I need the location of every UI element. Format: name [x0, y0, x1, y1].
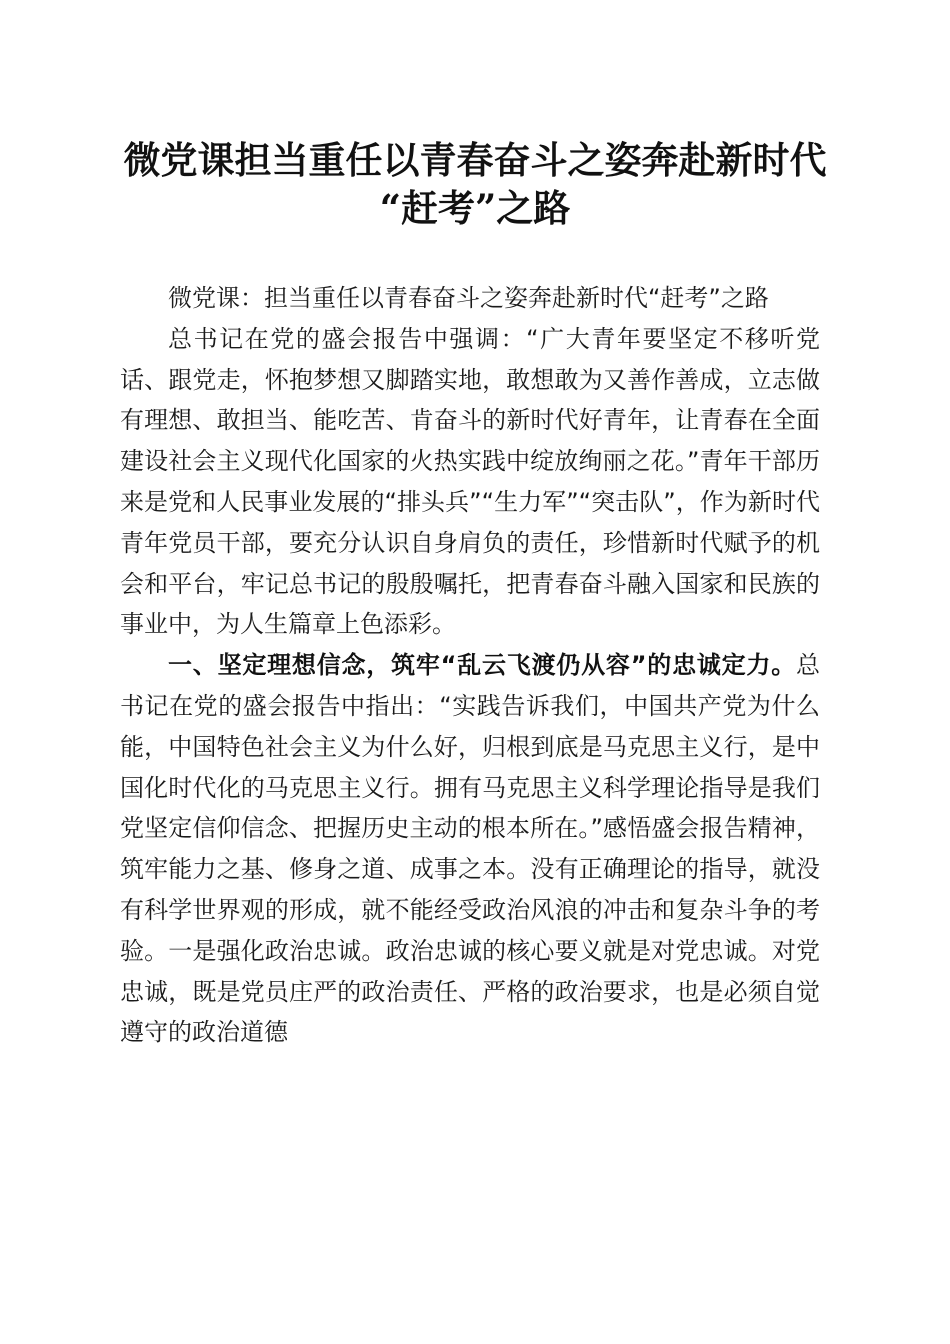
document-subtitle: 微党课：担当重任以青春奋斗之姿奔赴新时代“赶考”之路 — [168, 284, 769, 312]
paragraph-intro: 总书记在党的盛会报告中强调：“广大青年要坚定不移听党话、跟党走，怀抱梦想又脚踏实地，敢想敢为又善作善成，立志做有理想、敢担当、能吃苦、肯奋斗的新时代好青年，让青春在全面建设社会主义现代化国家的火热实践中绽放绚丽之花。”青年干部历来是党和人民事业发展的“排头兵”“生力军”“突击队”，作为新时代青年党员干部，要充分认识自身肩负的责任，珍惜新时代赋予的机会和平台，牢记总书记的殷殷嘱托，把青春奋斗融入国家和民族的事业中，为人生篇章上色添彩。 — [120, 324, 820, 639]
document-title-line-1: 微党课担当重任以青春奋斗之姿奔赴新时代 — [123, 138, 827, 182]
document-body — [120, 278, 820, 1053]
paragraph-section-1 — [120, 645, 820, 1053]
section-1-body: 总书记在党的盛会报告中指出：“实践告诉我们，中国共产党为什么能，中国特色社会主义为什么好，归根到底是马克思主义行，是中国化时代化的马克思主义行。拥有马克思主义科学理论指导是我们党坚定信仰信念、把握历史主动的根本所在。”感悟盛会报告精神，筑牢能力之基、修身之道、成事之本。没有正确理论的指导，就没有科学世界观的形成，就不能经受政治风浪的冲击和复杂斗争的考验。一是强化政治忠诚。政治忠诚的核心要义就是对党忠诚。对党忠诚，既是党员庄严的政治责任、严格的政治要求，也是必须自觉遵守的政治道德 — [120, 651, 820, 1047]
section-1-heading: 一、坚定理想信念，筑牢“乱云飞渡仍从容”的忠诚定力。 — [168, 651, 796, 680]
document-title-line-2: “赶考”之路 — [379, 186, 571, 230]
